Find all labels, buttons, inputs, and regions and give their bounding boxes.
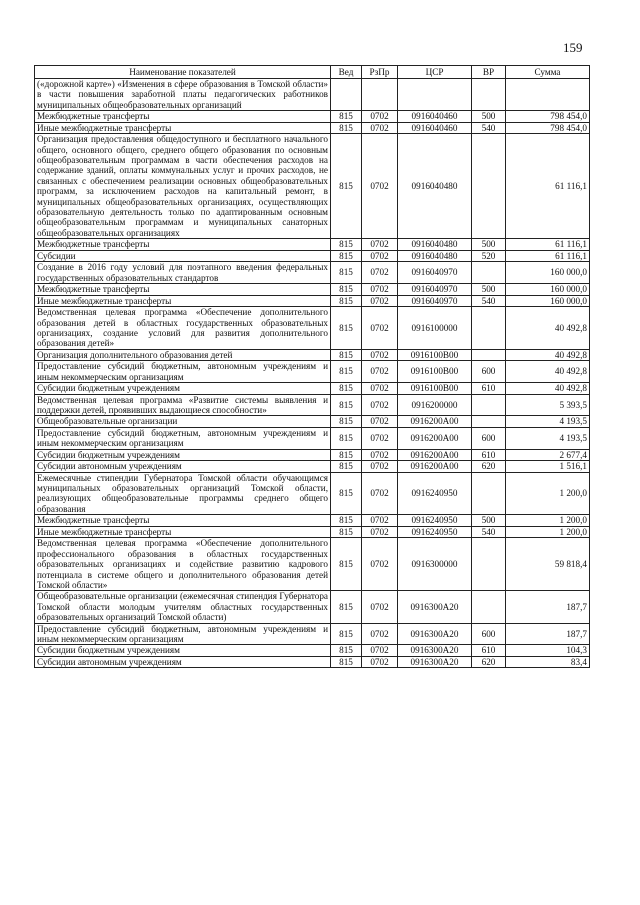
cell-name: Субсидии бюджетным учреждениям bbox=[35, 645, 331, 657]
cell-rzpr bbox=[362, 79, 398, 111]
cell-name: («дорожной карте») «Изменения в сфере образования в Томской области» в части повышения заработной платы педагогических работников муниципальных общеобразовательных организаций bbox=[35, 79, 331, 111]
cell-ved: 815 bbox=[331, 416, 362, 428]
table-row bbox=[35, 79, 590, 111]
cell-sum: 61 116,1 bbox=[506, 250, 590, 262]
cell-rzpr: 0702 bbox=[362, 122, 398, 134]
cell-name: Межбюджетные трансферты bbox=[35, 515, 331, 527]
cell-vr: 500 bbox=[472, 515, 506, 527]
cell-vr bbox=[472, 394, 506, 416]
cell-ved: 815 bbox=[331, 623, 362, 645]
cell-name: Предоставление субсидий бюджетным, автономным учреждениям и иным некоммерческим организациям bbox=[35, 427, 331, 449]
cell-sum: 798 454,0 bbox=[506, 122, 590, 134]
cell-rzpr: 0702 bbox=[362, 538, 398, 591]
cell-rzpr: 0702 bbox=[362, 394, 398, 416]
table-row bbox=[35, 449, 590, 461]
cell-ved: 815 bbox=[331, 472, 362, 515]
header-ved: Вед bbox=[331, 66, 362, 79]
cell-name: Ведомственная целевая программа «Развитие системы выявления и поддержки детей, проявивших выдающиеся способности» bbox=[35, 394, 331, 416]
cell-rzpr: 0702 bbox=[362, 295, 398, 307]
cell-sum: 2 677,4 bbox=[506, 449, 590, 461]
cell-name: Создание в 2016 году условий для поэтапного введения федеральных государственных образовательных стандартов bbox=[35, 262, 331, 284]
cell-vr: 540 bbox=[472, 526, 506, 538]
cell-name: Субсидии bbox=[35, 250, 331, 262]
cell-vr bbox=[472, 591, 506, 623]
cell-sum bbox=[506, 79, 590, 111]
cell-vr bbox=[472, 472, 506, 515]
cell-vr: 620 bbox=[472, 656, 506, 668]
table-row bbox=[35, 623, 590, 645]
cell-vr: 600 bbox=[472, 361, 506, 383]
cell-rzpr: 0702 bbox=[362, 307, 398, 350]
cell-rzpr: 0702 bbox=[362, 349, 398, 361]
cell-sum: 798 454,0 bbox=[506, 111, 590, 123]
cell-csr: 0916300А20 bbox=[398, 591, 472, 623]
cell-ved: 815 bbox=[331, 394, 362, 416]
cell-csr: 0916040460 bbox=[398, 122, 472, 134]
cell-csr: 0916040480 bbox=[398, 134, 472, 239]
cell-sum: 160 000,0 bbox=[506, 295, 590, 307]
cell-sum: 5 393,5 bbox=[506, 394, 590, 416]
table-row bbox=[35, 349, 590, 361]
cell-csr: 0916300А20 bbox=[398, 656, 472, 668]
cell-ved: 815 bbox=[331, 262, 362, 284]
cell-name: Межбюджетные трансферты bbox=[35, 239, 331, 251]
table-row bbox=[35, 307, 590, 350]
header-name: Наименование показателей bbox=[35, 66, 331, 79]
cell-ved: 815 bbox=[331, 591, 362, 623]
cell-vr: 540 bbox=[472, 122, 506, 134]
cell-name: Иные межбюджетные трансферты bbox=[35, 295, 331, 307]
cell-rzpr: 0702 bbox=[362, 111, 398, 123]
cell-csr: 0916040970 bbox=[398, 262, 472, 284]
cell-csr: 0916300А20 bbox=[398, 623, 472, 645]
cell-vr bbox=[472, 262, 506, 284]
table-row bbox=[35, 361, 590, 383]
header-csr: ЦСР bbox=[398, 66, 472, 79]
table-row bbox=[35, 394, 590, 416]
cell-csr: 0916040480 bbox=[398, 239, 472, 251]
cell-sum: 4 193,5 bbox=[506, 416, 590, 428]
cell-vr bbox=[472, 79, 506, 111]
cell-ved bbox=[331, 79, 362, 111]
cell-sum: 187,7 bbox=[506, 623, 590, 645]
cell-csr: 0916300А20 bbox=[398, 645, 472, 657]
cell-rzpr: 0702 bbox=[362, 134, 398, 239]
cell-vr: 610 bbox=[472, 645, 506, 657]
cell-vr bbox=[472, 538, 506, 591]
table-row bbox=[35, 111, 590, 123]
cell-name: Организация предоставления общедоступного и бесплатного начального общего, основного общего, среднего общего образования по основным общеобразовательным программам в части обеспечения расходов на содержание зданий, оплаты коммунальных услуг и прочих расходов, не связанных с обеспечением реализации основных общеобразовательных программ, за исключением расходов на капитальный ремонт, в муниципальных общеобразовательных организациях, осуществляющих образовательную деятельность только по адаптированным основным общеобразовательным программам и муниципальных санаторных общеобразовательных организациях bbox=[35, 134, 331, 239]
cell-sum: 61 116,1 bbox=[506, 239, 590, 251]
cell-sum: 160 000,0 bbox=[506, 262, 590, 284]
cell-csr: 0916040480 bbox=[398, 250, 472, 262]
cell-ved: 815 bbox=[331, 122, 362, 134]
cell-vr: 610 bbox=[472, 449, 506, 461]
cell-csr: 0916240950 bbox=[398, 472, 472, 515]
cell-rzpr: 0702 bbox=[362, 361, 398, 383]
cell-ved: 815 bbox=[331, 134, 362, 239]
cell-vr: 500 bbox=[472, 284, 506, 296]
table-row bbox=[35, 284, 590, 296]
cell-ved: 815 bbox=[331, 515, 362, 527]
cell-name: Общеобразовательные организации bbox=[35, 416, 331, 428]
cell-ved: 815 bbox=[331, 656, 362, 668]
table-row bbox=[35, 416, 590, 428]
cell-sum: 40 492,8 bbox=[506, 361, 590, 383]
table-row bbox=[35, 526, 590, 538]
cell-sum: 160 000,0 bbox=[506, 284, 590, 296]
cell-csr: 0916200А00 bbox=[398, 449, 472, 461]
cell-name: Субсидии автономным учреждениям bbox=[35, 461, 331, 473]
cell-csr: 0916240950 bbox=[398, 515, 472, 527]
cell-ved: 815 bbox=[331, 361, 362, 383]
budget-table bbox=[34, 65, 590, 668]
cell-rzpr: 0702 bbox=[362, 515, 398, 527]
cell-csr: 0916200А00 bbox=[398, 416, 472, 428]
table-row bbox=[35, 262, 590, 284]
cell-name: Межбюджетные трансферты bbox=[35, 111, 331, 123]
table-row bbox=[35, 239, 590, 251]
cell-ved: 815 bbox=[331, 250, 362, 262]
cell-name: Ведомственная целевая программа «Обеспечение дополнительного профессионального образования в областных государственных образовательных организациях и содействие развитию кадрового потенциала в системе общего и дополнительного образования детей Томской области» bbox=[35, 538, 331, 591]
cell-csr: 0916200А00 bbox=[398, 427, 472, 449]
cell-ved: 815 bbox=[331, 461, 362, 473]
cell-ved: 815 bbox=[331, 383, 362, 395]
cell-vr: 540 bbox=[472, 295, 506, 307]
cell-rzpr: 0702 bbox=[362, 472, 398, 515]
table-row bbox=[35, 250, 590, 262]
table-row bbox=[35, 134, 590, 239]
cell-ved: 815 bbox=[331, 449, 362, 461]
cell-csr: 0916040460 bbox=[398, 111, 472, 123]
cell-vr bbox=[472, 416, 506, 428]
table-row bbox=[35, 515, 590, 527]
cell-sum: 187,7 bbox=[506, 591, 590, 623]
cell-vr: 600 bbox=[472, 623, 506, 645]
cell-csr: 0916300000 bbox=[398, 538, 472, 591]
cell-name: Ежемесячные стипендии Губернатора Томской области обучающимся муниципальных образовательных организаций Томской области, реализующих общеобразовательные программы среднего общего образования bbox=[35, 472, 331, 515]
cell-rzpr: 0702 bbox=[362, 656, 398, 668]
cell-ved: 815 bbox=[331, 239, 362, 251]
cell-sum: 83,4 bbox=[506, 656, 590, 668]
cell-vr: 520 bbox=[472, 250, 506, 262]
cell-ved: 815 bbox=[331, 349, 362, 361]
cell-rzpr: 0702 bbox=[362, 250, 398, 262]
cell-sum: 61 116,1 bbox=[506, 134, 590, 239]
header-rzpr: РзПр bbox=[362, 66, 398, 79]
cell-rzpr: 0702 bbox=[362, 526, 398, 538]
cell-csr: 0916100В00 bbox=[398, 383, 472, 395]
cell-csr: 0916100000 bbox=[398, 307, 472, 350]
cell-vr: 620 bbox=[472, 461, 506, 473]
cell-csr bbox=[398, 79, 472, 111]
header-sum: Сумма bbox=[506, 66, 590, 79]
table-row bbox=[35, 461, 590, 473]
cell-sum: 1 200,0 bbox=[506, 515, 590, 527]
cell-vr: 610 bbox=[472, 383, 506, 395]
cell-vr: 500 bbox=[472, 111, 506, 123]
cell-ved: 815 bbox=[331, 427, 362, 449]
page-number: 159 bbox=[563, 40, 583, 55]
cell-rzpr: 0702 bbox=[362, 427, 398, 449]
cell-vr: 600 bbox=[472, 427, 506, 449]
cell-name: Иные межбюджетные трансферты bbox=[35, 122, 331, 134]
cell-name: Субсидии автономным учреждениям bbox=[35, 656, 331, 668]
cell-sum: 1 200,0 bbox=[506, 526, 590, 538]
cell-csr: 0916200000 bbox=[398, 394, 472, 416]
cell-sum: 1 516,1 bbox=[506, 461, 590, 473]
table-row bbox=[35, 383, 590, 395]
cell-sum: 59 818,4 bbox=[506, 538, 590, 591]
table-row bbox=[35, 538, 590, 591]
cell-sum: 40 492,8 bbox=[506, 307, 590, 350]
cell-ved: 815 bbox=[331, 295, 362, 307]
cell-rzpr: 0702 bbox=[362, 262, 398, 284]
cell-csr: 0916200А00 bbox=[398, 461, 472, 473]
cell-sum: 1 200,0 bbox=[506, 472, 590, 515]
cell-name: Предоставление субсидий бюджетным, автономным учреждениям и иным некоммерческим организациям bbox=[35, 623, 331, 645]
cell-name: Субсидии бюджетным учреждениям bbox=[35, 383, 331, 395]
cell-csr: 0916100В00 bbox=[398, 361, 472, 383]
header-vr: ВР bbox=[472, 66, 506, 79]
table-row bbox=[35, 472, 590, 515]
cell-name: Межбюджетные трансферты bbox=[35, 284, 331, 296]
cell-rzpr: 0702 bbox=[362, 239, 398, 251]
cell-rzpr: 0702 bbox=[362, 416, 398, 428]
cell-ved: 815 bbox=[331, 284, 362, 296]
cell-rzpr: 0702 bbox=[362, 383, 398, 395]
cell-vr bbox=[472, 134, 506, 239]
cell-vr: 500 bbox=[472, 239, 506, 251]
cell-vr bbox=[472, 349, 506, 361]
cell-ved: 815 bbox=[331, 538, 362, 591]
cell-csr: 0916240950 bbox=[398, 526, 472, 538]
cell-csr: 0916040970 bbox=[398, 284, 472, 296]
cell-rzpr: 0702 bbox=[362, 623, 398, 645]
table-row bbox=[35, 645, 590, 657]
table-header-row bbox=[35, 66, 590, 79]
cell-rzpr: 0702 bbox=[362, 449, 398, 461]
table-row bbox=[35, 295, 590, 307]
cell-sum: 104,3 bbox=[506, 645, 590, 657]
cell-ved: 815 bbox=[331, 111, 362, 123]
cell-name: Субсидии бюджетным учреждениям bbox=[35, 449, 331, 461]
cell-name: Предоставление субсидий бюджетным, автономным учреждениям и иным некоммерческим организациям bbox=[35, 361, 331, 383]
cell-sum: 4 193,5 bbox=[506, 427, 590, 449]
cell-csr: 0916100В00 bbox=[398, 349, 472, 361]
cell-sum: 40 492,8 bbox=[506, 383, 590, 395]
table-row bbox=[35, 122, 590, 134]
cell-rzpr: 0702 bbox=[362, 461, 398, 473]
cell-vr bbox=[472, 307, 506, 350]
cell-ved: 815 bbox=[331, 526, 362, 538]
cell-csr: 0916040970 bbox=[398, 295, 472, 307]
table-row bbox=[35, 427, 590, 449]
cell-name: Организация дополнительного образования детей bbox=[35, 349, 331, 361]
cell-rzpr: 0702 bbox=[362, 591, 398, 623]
cell-rzpr: 0702 bbox=[362, 284, 398, 296]
cell-ved: 815 bbox=[331, 645, 362, 657]
cell-ved: 815 bbox=[331, 307, 362, 350]
table-row bbox=[35, 656, 590, 668]
table-row bbox=[35, 591, 590, 623]
cell-rzpr: 0702 bbox=[362, 645, 398, 657]
cell-sum: 40 492,8 bbox=[506, 349, 590, 361]
cell-name: Ведомственная целевая программа «Обеспечение дополнительного образования детей в областных государственных образовательных организациях, создание условий для развития дополнительного образования детей» bbox=[35, 307, 331, 350]
cell-name: Общеобразовательные организации (ежемесячная стипендия Губернатора Томской области молодым учителям областных государственных образовательных организаций Томской области) bbox=[35, 591, 331, 623]
cell-name: Иные межбюджетные трансферты bbox=[35, 526, 331, 538]
